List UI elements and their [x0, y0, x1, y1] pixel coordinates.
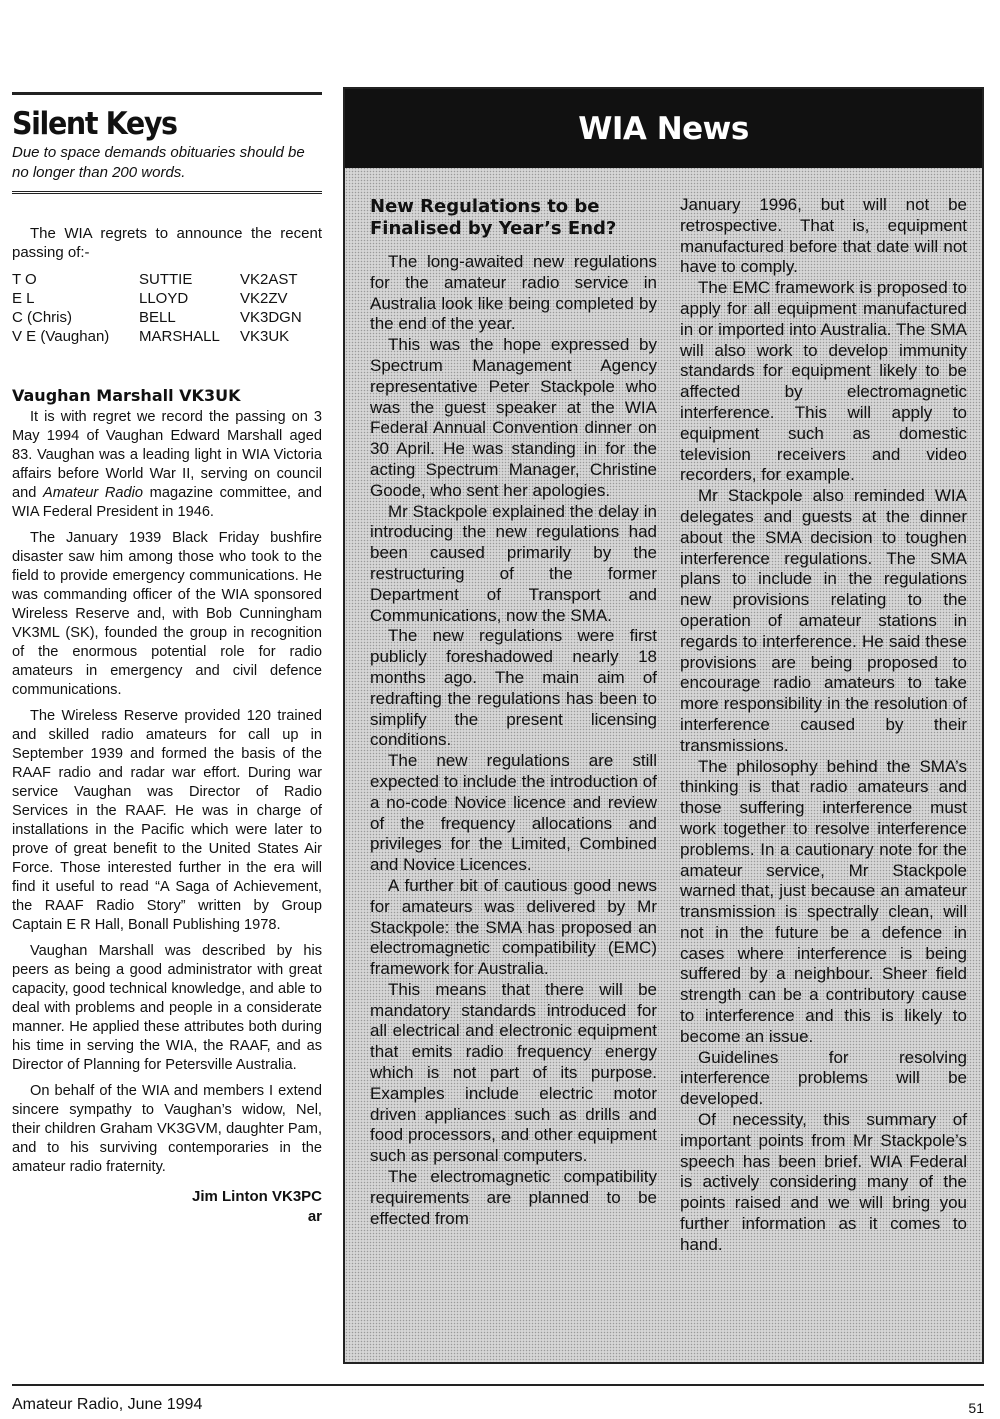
passing-surname: MARSHALL: [139, 328, 220, 345]
silent-keys-column: [12, 92, 322, 1227]
obituary-signature: [12, 1187, 322, 1227]
passing-given-name: C (Chris): [12, 309, 72, 326]
passing-row: [12, 308, 302, 327]
news-article-heading: New Regulations to be Finalised by Year’s End?: [370, 196, 617, 239]
subtitle-rule: [12, 191, 322, 198]
obituary-paragraph: On behalf of the WIA and members I extend sincere sympathy to Vaughan’s widow, Nel, their children Graham VK3GVM, daughter Pam, and to his surviving contemporaries in the amateur radio fraternity.: [12, 1083, 322, 1175]
wia-news-banner: [345, 89, 982, 168]
top-rule: [12, 92, 322, 95]
passing-row: [12, 327, 302, 346]
news-paragraph: A further bit of cautious good news for amateurs was delivered by Mr Stackpole: the SMA has proposed an electromagnetic compatibility (EMC) framework for Australia.: [370, 875, 657, 979]
news-paragraph: The philosophy behind the SMA’s thinking is that radio amateurs and those suffering interference must work together to resolve interference problems. In a cautionary note for the amateur service, Mr Stackpole warned that, just because an amateur transmission is spectrally clean, will not in the future be a defence in cases where interference is being suffered by a neighbour. Sheer field strength can be a contributory cause to interference and this is likely to become an issue.: [680, 756, 967, 1046]
news-paragraph: Mr Stackpole also reminded WIA delegates and guests at the dinner about the SMA decision to toughen interference regulations. The SMA plans to include in the regulations new provisions relating to the operation of amateur stations in regards to interference. He said these provisions are being proposed to encourage radio amateurs to take more responsibility in the resolution of interference caused by their transmissions.: [680, 486, 967, 755]
silent-keys-subtitle: Due to space demands obituaries should be no longer than 200 words.: [12, 144, 305, 181]
obituary-paragraph: The Wireless Reserve provided 120 trained and skilled radio amateurs for call up in September 1939 and formed the basis of the RAAF radio and radar war effort. During war service Vaughan was Director of Radio Services in the RAAF. He was in charge of installations in the Pacific which were later to prove of great benefit to the United States Air Force. Those interested further in the era will find it useful to read “A Saga of Achievement, the RAAF Radio Story” written by Group Captain E R Hall, Bonall Publishing 1978.: [12, 708, 322, 933]
news-paragraph: The new regulations are still expected to include the introduction of a no-code Novice licence and review of the frequency allocations and privileges for the Limited, Combined and Novice Licences.: [370, 751, 657, 875]
page-number: 51: [968, 1400, 984, 1416]
passing-callsign: VK2ZV: [240, 290, 288, 307]
news-paragraph: Guidelines for resolving interference problems will be developed.: [680, 1047, 967, 1109]
passing-surname: LLOYD: [139, 290, 189, 307]
end-mark: ar: [307, 1208, 322, 1225]
news-paragraph: Mr Stackpole explained the delay in introducing the new regulations had been caused primarily by the restructuring of the former Department of Transport and Communications, now the SMA.: [370, 501, 657, 625]
passing-row: [12, 270, 302, 289]
obituary-paragraph: Vaughan Marshall was described by his peers as being a good administrator with great capacity, good technical knowledge, and able to deal with problems and people in a considerate manner. He applied these attributes both during his time in serving the WIA, the RAAF, and as Director of Planning for Petersville Australia.: [12, 943, 322, 1073]
wia-news-title: WIA News: [578, 111, 749, 147]
passing-given-name: T O: [12, 271, 37, 288]
passing-surname: SUTTIE: [139, 271, 193, 288]
news-paragraph: The long-awaited new regulations for the amateur radio service in Australia look like being completed by the end of the year.: [370, 252, 657, 334]
news-column-right: [680, 195, 967, 1256]
news-paragraph: January 1996, but will not be retrospective. That is, equipment manufactured before that date will not have to comply.: [680, 195, 967, 277]
wia-news-box: [343, 87, 984, 1364]
news-column-left: [370, 196, 657, 1229]
news-paragraph: This means that there will be mandatory standards introduced for all electrical and electronic equipment that emits radio frequency energy which is not part of its purpose. Examples include electric motor driven appliances such as drills and food processors, and other equipment such as personal computers.: [370, 979, 657, 1166]
publication-name: Amateur Radio, June 1994: [12, 1396, 203, 1413]
obituary-paragraph: It is with regret we record the passing on 3 May 1994 of Vaughan Edward Marshall aged 83. Vaughan was a leading light in WIA Victoria affairs before World War II, serving on council and Amateur Radio magazine committee, and WIA Federal President in 1946.: [12, 409, 323, 520]
news-paragraph: This was the hope expressed by Spectrum Management Agency representative Peter Stackpole who was the guest speaker at the WIA Federal Annual Convention dinner on 30 April. He was standing in for the acting Spectrum Manager, Christine Goode, who sent her apologies.: [370, 335, 657, 500]
news-paragraph: The EMC framework is proposed to apply for all equipment manufactured in or imported into Australia. The SMA will also work to develop immunity standards for equipment likely to be affected by electromagnetic interference. This will apply to equipment such as domestic television receivers and video recorders, for example.: [680, 278, 967, 485]
author-name: Jim Linton VK3PC: [191, 1188, 322, 1205]
passing-list: [12, 270, 302, 346]
page-footer: [12, 1384, 984, 1416]
obituary-paragraph: The January 1939 Black Friday bushfire disaster saw him among those who took to the field to provide emergency communications. He was commanding officer of the WIA sponsored Wireless Reserve and, with Bob Cunningham VK3ML (SK), founded the group in recognition of the enormous potential role for radio amateurs in emergency and civil defence communications.: [12, 530, 322, 698]
passing-callsign: VK3DGN: [240, 309, 302, 326]
news-paragraph: Of necessity, this summary of important points from Mr Stackpole’s speech has been brief. WIA Federal is actively considering many of the points raised and we will bring you further information as it comes to hand.: [680, 1110, 967, 1254]
passing-callsign: VK3UK: [240, 328, 290, 345]
passing-callsign: VK2AST: [240, 271, 298, 288]
passing-intro: The WIA regrets to announce the recent passing of:-: [12, 225, 322, 261]
obituary-heading: Vaughan Marshall VK3UK: [12, 386, 241, 405]
silent-keys-title: Silent Keys: [12, 106, 177, 142]
passing-given-name: V E (Vaughan): [12, 328, 110, 345]
passing-row: [12, 289, 302, 308]
news-paragraph: The electromagnetic compatibility requirements are planned to be effected from: [370, 1167, 657, 1228]
news-paragraph: The new regulations were first publicly foreshadowed nearly 18 months ago. The main aim of redrafting the regulations has been to simplify the present licensing conditions.: [370, 626, 657, 750]
passing-given-name: E L: [12, 290, 35, 307]
passing-surname: BELL: [139, 309, 176, 326]
